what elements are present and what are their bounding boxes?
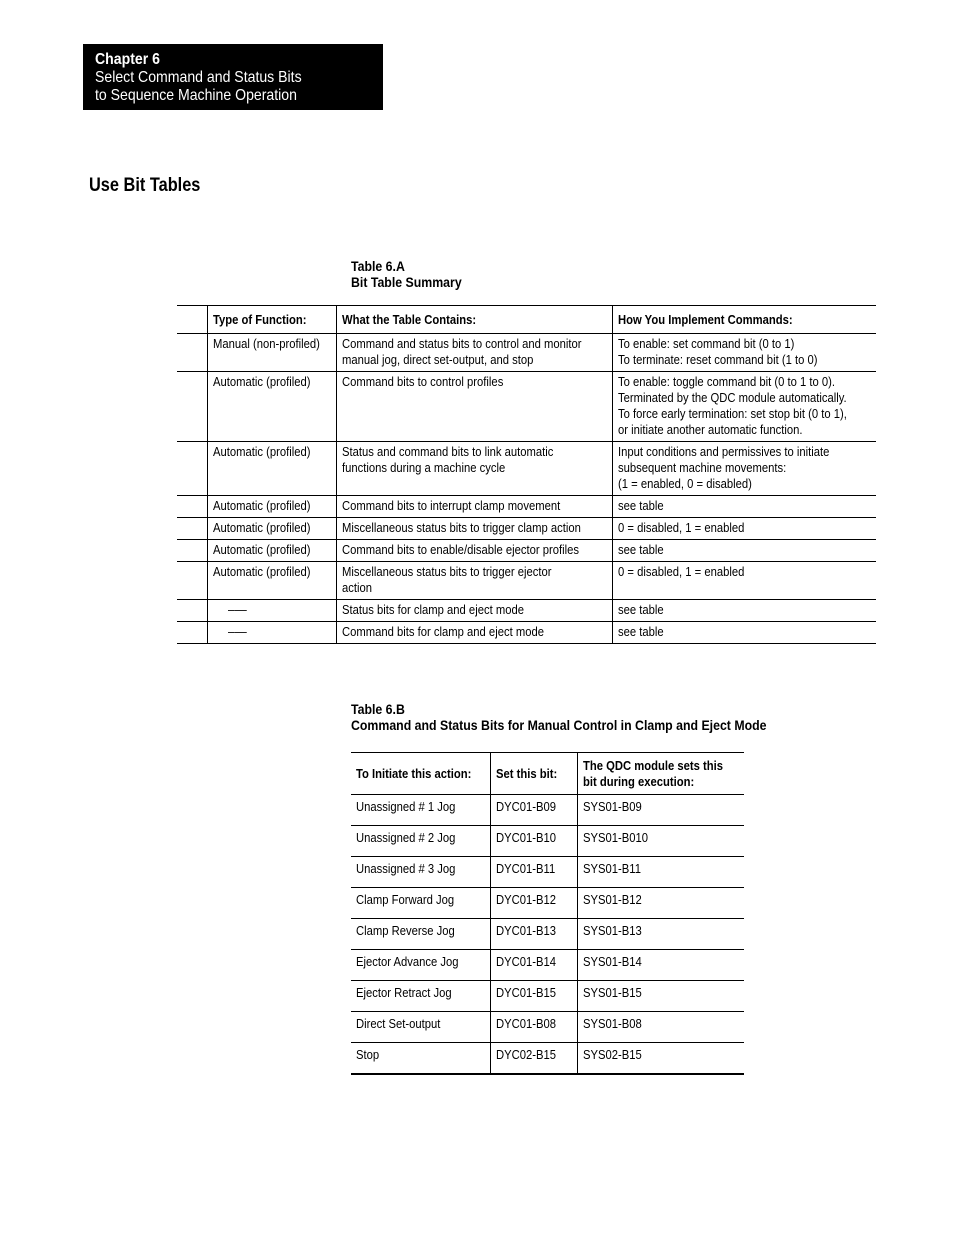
table-a-cell-text: Command bits for clamp and eject mode xyxy=(341,625,544,639)
table-row xyxy=(351,981,744,1012)
table-b-cell-text: SYS01-B13 xyxy=(583,924,643,938)
table-a-cell xyxy=(612,600,876,622)
table-a-cell xyxy=(207,600,336,622)
table-a-cell xyxy=(207,442,336,496)
table-b-cell xyxy=(578,857,744,888)
table-b-cell-text: DYC01-B09 xyxy=(495,800,557,814)
table-b-cell xyxy=(351,795,490,826)
table-a-cell xyxy=(207,540,336,562)
table-a-cell xyxy=(336,442,612,496)
table-a-cell-text: ––– xyxy=(227,603,247,617)
table-b-caption-title: Command and Status Bits for Manual Control in Clamp and Eject Mode xyxy=(351,717,767,733)
table-a-cell-text: Input conditions and permissives to initiate xyxy=(617,445,830,459)
table-b-cell-text: DYC02-B15 xyxy=(495,1048,557,1062)
table-a-cell xyxy=(177,442,207,496)
table-row xyxy=(351,1043,744,1075)
table-a-cell-text: Miscellaneous status bits to trigger clamp action xyxy=(341,521,581,535)
table-b-cell-text: Unassigned # 1 Jog xyxy=(356,800,456,814)
table-b-cell xyxy=(351,826,490,857)
table-a-cell xyxy=(207,562,336,600)
table-b-cell xyxy=(578,1012,744,1043)
table-a-cell-text: 0 = disabled, 1 = enabled xyxy=(617,521,745,535)
table-a-caption xyxy=(351,258,462,290)
table-a-header-cell xyxy=(207,306,336,334)
table-b-cell-text: Stop xyxy=(356,1048,380,1062)
table-a-cell-text: see table xyxy=(617,625,664,639)
table-b-cell xyxy=(351,981,490,1012)
table-b-cell-text: SYS01-B11 xyxy=(583,862,642,876)
table-a-cell-text: see table xyxy=(617,603,664,617)
chapter-number: Chapter 6 xyxy=(95,51,160,68)
table-a-cell-text: Command bits to control profiles xyxy=(341,375,503,389)
chapter-title-line-1: Select Command and Status Bits xyxy=(95,69,302,86)
table-a-cell-text: Terminated by the QDC module automatically. xyxy=(617,391,847,405)
table-a-caption-title: Bit Table Summary xyxy=(351,274,462,290)
table-b-cell-text: Unassigned # 3 Jog xyxy=(356,862,456,876)
table-b-header-row xyxy=(351,753,744,795)
table-a-cell xyxy=(612,334,876,372)
section-title: Use Bit Tables xyxy=(89,175,201,196)
table-row xyxy=(351,919,744,950)
table-a-cell xyxy=(336,372,612,442)
table-b-cell xyxy=(490,919,577,950)
table-b-cell xyxy=(351,857,490,888)
table-a-cell-text: or initiate another automatic function. xyxy=(617,423,803,437)
table-b-cell-text: SYS01-B09 xyxy=(583,800,643,814)
table-b-cell xyxy=(578,919,744,950)
table-b-cell xyxy=(490,950,577,981)
table-a-header-cell-text: What the Table Contains: xyxy=(341,312,476,327)
table-b-cell-text: DYC01-B08 xyxy=(495,1017,557,1031)
table-row xyxy=(177,562,876,600)
table-a-cell xyxy=(336,496,612,518)
table-b-cell xyxy=(490,1012,577,1043)
table-a-cell xyxy=(207,334,336,372)
table-a-cell xyxy=(336,562,612,600)
table-a-cell-text: see table xyxy=(617,499,664,513)
table-a-header-cell-text: Type of Function: xyxy=(212,312,307,327)
table-b-cell xyxy=(490,826,577,857)
table-b-cell xyxy=(351,919,490,950)
table-a-cell xyxy=(612,518,876,540)
table-b-cell-text: Unassigned # 2 Jog xyxy=(356,831,456,845)
table-a-cell-text: Manual (non-profiled) xyxy=(212,337,320,351)
table-b-cell-text: DYC01-B13 xyxy=(495,924,557,938)
table-row xyxy=(177,600,876,622)
table-a-cell-text: Command and status bits to control and monitor xyxy=(341,337,582,351)
table-row xyxy=(177,496,876,518)
table-b-cell xyxy=(578,950,744,981)
table-a-cell xyxy=(177,496,207,518)
table-a-cell-text: To enable: toggle command bit (0 to 1 to 0). xyxy=(617,375,835,389)
table-b-cell-text: SYS01-B14 xyxy=(583,955,643,969)
table-a-caption-id: Table 6.A xyxy=(351,258,405,274)
table-b-cell xyxy=(578,826,744,857)
table-a-cell xyxy=(207,372,336,442)
table-a-cell xyxy=(612,496,876,518)
table-a-cell-text: Status and command bits to link automatic xyxy=(341,445,553,459)
table-b-header-cell-text: bit during execution: xyxy=(583,774,695,789)
table-a-cell xyxy=(336,622,612,644)
table-a-cell xyxy=(612,622,876,644)
table-a-cell xyxy=(177,622,207,644)
table-a-cell-text: ––– xyxy=(227,625,247,639)
table-a-header-cell xyxy=(177,306,207,334)
table-b-cell-text: Direct Set-output xyxy=(356,1017,441,1031)
table-b-header-cell-text: Set this bit: xyxy=(495,766,558,781)
table-b-cell-text: SYS02-B15 xyxy=(583,1048,643,1062)
table-b-cell-text: DYC01-B10 xyxy=(495,831,557,845)
table-a-cell xyxy=(177,372,207,442)
table-a-header-cell xyxy=(336,306,612,334)
table-b-header-cell xyxy=(351,753,490,795)
table-row xyxy=(351,795,744,826)
table-a-cell xyxy=(612,442,876,496)
table-a-cell-text: Automatic (profiled) xyxy=(212,565,311,579)
table-b-header-cell xyxy=(578,753,744,795)
table-b-cell xyxy=(578,795,744,826)
table-b-caption-id: Table 6.B xyxy=(351,701,405,717)
table-a-cell-text: (1 = enabled, 0 = disabled) xyxy=(617,477,752,491)
table-a-cell-text: To terminate: reset command bit (1 to 0) xyxy=(617,353,818,367)
table-a-cell-text: To force early termination: set stop bit (0 to 1), xyxy=(617,407,847,421)
table-b-cell-text: DYC01-B14 xyxy=(495,955,557,969)
table-a-cell-text: see table xyxy=(617,543,664,557)
table-b-cell-text: SYS01-B12 xyxy=(583,893,643,907)
table-b-header-cell-text: To Initiate this action: xyxy=(356,766,472,781)
table-a-cell-text: manual jog, direct set-output, and stop xyxy=(341,353,533,367)
table-b-cell xyxy=(490,981,577,1012)
table-b-header-cell-text: The QDC module sets this xyxy=(583,758,724,773)
table-row xyxy=(351,1012,744,1043)
table-row xyxy=(177,372,876,442)
table-b-cell xyxy=(351,1012,490,1043)
table-a-cell xyxy=(207,622,336,644)
table-a-cell-text: functions during a machine cycle xyxy=(341,461,505,475)
table-a-cell-text: Automatic (profiled) xyxy=(212,445,311,459)
table-a-cell xyxy=(336,334,612,372)
table-b-cell xyxy=(578,888,744,919)
table-row xyxy=(351,826,744,857)
table-a-cell-text: Automatic (profiled) xyxy=(212,543,311,557)
table-a-cell-text: Command bits to enable/disable ejector profiles xyxy=(341,543,579,557)
table-b-cell-text: DYC01-B12 xyxy=(495,893,557,907)
bit-table-summary xyxy=(177,305,876,644)
table-row xyxy=(351,950,744,981)
chapter-header xyxy=(83,44,383,110)
table-a-cell xyxy=(177,334,207,372)
table-a-cell xyxy=(336,540,612,562)
table-b-cell-text: Clamp Forward Jog xyxy=(356,893,455,907)
table-a-cell xyxy=(207,496,336,518)
table-b-cell xyxy=(578,1043,744,1075)
table-b-cell xyxy=(490,888,577,919)
table-b-cell-text: SYS01-B010 xyxy=(583,831,649,845)
table-a-cell xyxy=(177,518,207,540)
table-row xyxy=(177,334,876,372)
table-b-cell xyxy=(351,950,490,981)
table-b-caption xyxy=(351,701,766,733)
table-a-cell xyxy=(207,518,336,540)
table-row xyxy=(351,888,744,919)
table-a-cell-text: 0 = disabled, 1 = enabled xyxy=(617,565,745,579)
table-a-cell-text: action xyxy=(341,581,372,595)
table-a-cell xyxy=(336,518,612,540)
table-b-cell-text: DYC01-B15 xyxy=(495,986,557,1000)
table-a-cell-text: Automatic (profiled) xyxy=(212,521,311,535)
table-b-cell xyxy=(490,1043,577,1075)
manual-control-bits-table xyxy=(351,752,744,1075)
table-row xyxy=(177,540,876,562)
table-b-cell xyxy=(490,795,577,826)
table-a-cell-text: Command bits to interrupt clamp movement xyxy=(341,499,560,513)
table-row xyxy=(177,442,876,496)
table-a-cell-text: Automatic (profiled) xyxy=(212,375,311,389)
table-a-cell-text: Miscellaneous status bits to trigger ejector xyxy=(341,565,552,579)
table-b-header-cell xyxy=(490,753,577,795)
table-b-cell xyxy=(351,888,490,919)
chapter-title-line-2: to Sequence Machine Operation xyxy=(95,87,297,104)
table-a-cell-text: Status bits for clamp and eject mode xyxy=(341,603,524,617)
table-row xyxy=(177,518,876,540)
table-a-header-cell xyxy=(612,306,876,334)
table-b-cell-text: SYS01-B15 xyxy=(583,986,643,1000)
table-row xyxy=(177,622,876,644)
table-b-cell xyxy=(490,857,577,888)
table-a-cell xyxy=(177,600,207,622)
table-b-cell xyxy=(578,981,744,1012)
table-b-cell-text: DYC01-B11 xyxy=(495,862,556,876)
table-a-cell xyxy=(177,540,207,562)
table-b-cell-text: Ejector Advance Jog xyxy=(356,955,459,969)
table-b-cell xyxy=(351,1043,490,1075)
table-a-cell xyxy=(612,562,876,600)
table-b-cell-text: Clamp Reverse Jog xyxy=(356,924,455,938)
table-a-cell xyxy=(612,372,876,442)
table-a-header-row xyxy=(177,306,876,334)
table-a-header-cell-text: How You Implement Commands: xyxy=(617,312,793,327)
table-a-cell-text: Automatic (profiled) xyxy=(212,499,311,513)
table-a-cell-text: To enable: set command bit (0 to 1) xyxy=(617,337,795,351)
table-a-cell-text: subsequent machine movements: xyxy=(617,461,786,475)
table-a-cell xyxy=(336,600,612,622)
table-a-cell xyxy=(612,540,876,562)
table-row xyxy=(351,857,744,888)
table-a-cell xyxy=(177,562,207,600)
table-b-cell-text: SYS01-B08 xyxy=(583,1017,643,1031)
table-b-cell-text: Ejector Retract Jog xyxy=(356,986,452,1000)
